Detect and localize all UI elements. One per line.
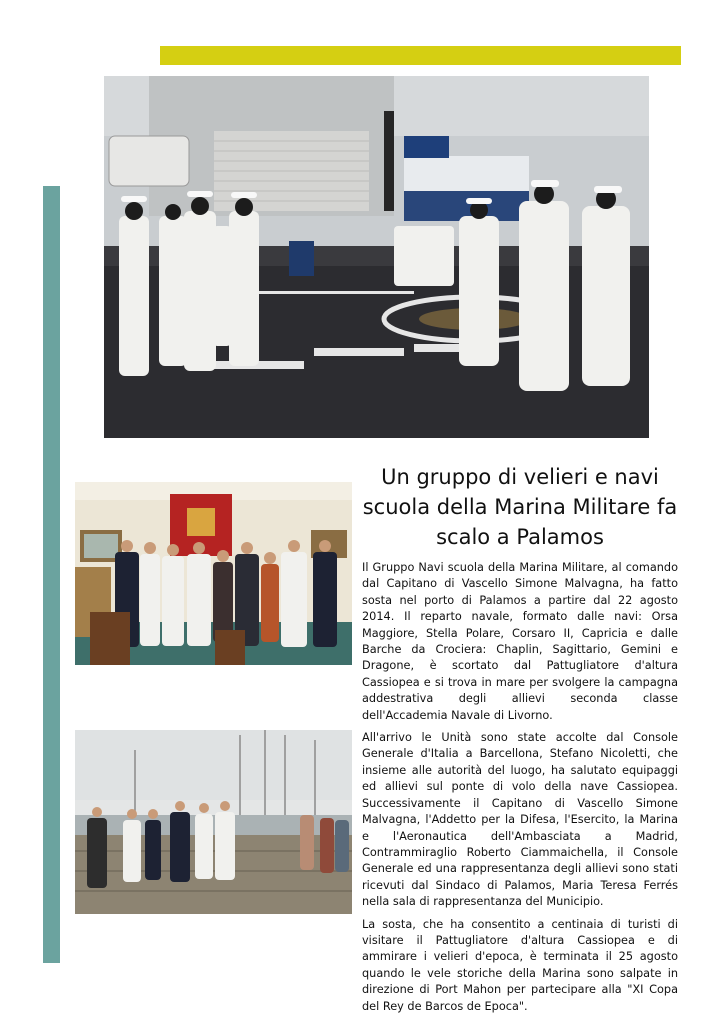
photo-representation-hall <box>75 482 352 665</box>
article-paragraph: Il Gruppo Navi scuola della Marina Militare, al comando dal Capitano di Vascello Simone Malvagna, ha fatto sosta nel porto di Palamos a partire dal 22 agosto 2014. Il reparto navale, formato dalle navi: Orsa Maggiore, Stella Polare, Corsaro II, Capricia e dalle Barche da Crociera: Chaplin, Sagittario, Gemini e Dragone, è scortato dal Pattugliatore d'altura Cassiopea e si trova in mare per svolgere la campagna addestrativa degli allievi seconda classe dell'Accademia Navale di Livorno. <box>362 561 678 722</box>
article-headline: Un gruppo di velieri e navi scuola della Marina Militare fa scalo a Palamos <box>362 465 678 549</box>
header-accent-bar <box>160 46 681 65</box>
article-paragraph: La sosta, che ha consentito a centinaia di turisti di visitare il Pattugliatore d'altura Cassiopea e di ammirare i velieri d'epoca, è terminata il 25 agosto quando le vele storiche della Marina sono salpate in direzione di Port Mahon per partecipare alla "XI Copa del Rey de Barcos de Epoca". <box>362 917 678 1013</box>
side-accent-bar <box>43 186 60 963</box>
article-body <box>362 560 678 1021</box>
photo-harbour-quay <box>75 730 352 914</box>
article-paragraph: All'arrivo le Unità sono state accolte dal Console Generale d'Italia a Barcellona, Stefano Nicoletti, che insieme alle autorità del luogo, ha salutato equipaggi ed allievi sul ponte di volo della nave Cassiopea. Successivamente il Capitano di Vascello Simone Malvagna, l'Addetto per la Difesa, l'Esercito, la Marina e l'Aeronautica dell'Ambasciata a Madrid, Contrammiraglio Roberto Ciammaichella, il Console Generale ed una rappresentanza degli allievi sono stati ricevuti dal Sindaco di Palamos, Maria Teresa Ferrés nella sala di rappresentanza del Municipio. <box>362 731 678 909</box>
photo-ship-deck <box>104 76 649 438</box>
